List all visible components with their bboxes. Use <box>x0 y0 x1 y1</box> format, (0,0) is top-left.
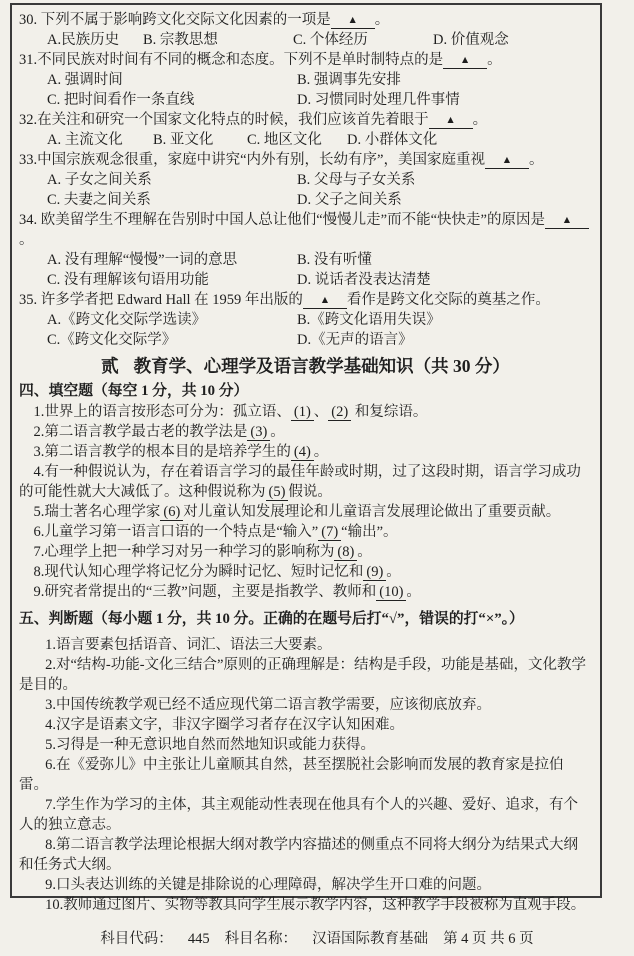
fill-blank-10: (10) <box>376 584 406 601</box>
fill-item-3 <box>19 442 592 462</box>
fill-text: 。 <box>357 544 372 560</box>
question-text: 35. 许多学者把 Edward Hall 在 1959 年出版的 <box>19 292 303 308</box>
fill-text: 3.第二语言教学的根本目的是培养学生的 <box>33 444 291 460</box>
fill-blank-6: (6) <box>160 504 183 521</box>
fill-item-7 <box>19 542 592 562</box>
option-30-d: D. 价值观念 <box>433 32 509 48</box>
judge-item-8: 8.第二语言教学法理论根据大纲对教学内容描述的侧重点不同将大纲分为结果式大纲和任务式大纲。 <box>19 837 578 873</box>
option-33-d: D. 父子之间关系 <box>297 192 402 208</box>
answer-blank: ▲ <box>331 14 375 29</box>
option-34-d: D. 说话者没表达清楚 <box>297 272 431 288</box>
part-label: 贰 <box>101 356 119 376</box>
option-32-b: B. 亚文化 <box>153 132 214 148</box>
judge-item-7: 7.学生作为学习的主体，其主观能动性表现在他具有个人的兴趣、爱好、追求，有个人的独立意志。 <box>19 797 578 833</box>
option-32-d: D. 小群体文化 <box>347 132 438 148</box>
fill-text: 6.儿童学习第一语言口语的一个特点是“输入” <box>33 524 319 540</box>
question-text: 34. 欧美留学生不理解在告别时中国人总让他们“慢慢儿走”而不能“快快走”的原因是 <box>19 212 545 228</box>
fill-text: 、 <box>313 404 329 420</box>
fill-text: 和复综语。 <box>351 404 428 420</box>
fill-text: “输出”。 <box>341 524 398 540</box>
option-35-b: B.《跨文化语用失误》 <box>297 312 441 328</box>
option-33-c: C. 夫妻之间关系 <box>47 192 151 208</box>
fill-text: 。 <box>270 424 285 440</box>
fill-text: 9.研究者常提出的“三教”问题，主要是指教学、教师和 <box>33 584 377 600</box>
subject-name-label: 科目名称： <box>224 931 298 947</box>
question-text: 31.不同民族对时间有不同的概念和态度。下列不是单时制特点的是 <box>19 52 444 68</box>
mc-question-35-options <box>19 310 592 350</box>
fill-text: 5.瑞士著名心理学家 <box>33 504 161 520</box>
fill-item-6 <box>19 522 592 542</box>
question-text: 32.在关注和研究一个国家文化特点的时候，我们应该首先着眼于 <box>19 112 429 128</box>
option-33-a: A. 子女之间关系 <box>47 172 152 188</box>
mc-question-30 <box>19 10 592 50</box>
mc-question-33 <box>19 150 592 210</box>
mc-question-32 <box>19 110 592 150</box>
fill-blank-5: (5) <box>266 484 289 501</box>
fill-blank-8: (8) <box>334 544 357 561</box>
mc-question-31-options <box>19 70 592 110</box>
question-text: 33.中国宗族观念很重，家庭中讲究“内外有别，长幼有序”，美国家庭重视 <box>19 152 485 168</box>
answer-blank: ▲ <box>429 114 473 129</box>
fill-item-2 <box>19 422 592 442</box>
question-text-post: 。 <box>487 52 502 68</box>
fill-text: 对儿童认知发展理论和儿童语言发展理论做出了重要贡献。 <box>183 504 561 520</box>
option-32-c: C. 地区文化 <box>247 132 322 148</box>
mc-question-34 <box>19 210 592 290</box>
part-title: 教育学、心理学及语言教学基础知识（共 30 分） <box>133 356 510 376</box>
option-30-c: C. 个体经历 <box>293 32 368 48</box>
judge-item-9: 9.口头表达训练的关键是排除说的心理障碍，解决学生开口难的问题。 <box>45 877 491 893</box>
fill-text: 。 <box>406 584 421 600</box>
subject-code-label: 科目代码： <box>100 931 173 947</box>
judge-item-4: 4.汉字是语素文字，非汉字圈学习者存在汉字认知困难。 <box>45 717 404 733</box>
question-text-post: 看作是跨文化交际的奠基之作。 <box>346 292 550 308</box>
option-34-c: C. 没有理解该句语用功能 <box>47 272 209 288</box>
fill-text: 1.世界上的语言按形态可分为：孤立语、 <box>33 404 291 420</box>
subject-name-value: 汉语国际教育基础 <box>312 931 429 947</box>
answer-blank: ▲ <box>485 154 529 169</box>
content-frame <box>10 3 602 913</box>
fill-item-1 <box>19 402 592 422</box>
fill-item-8 <box>19 562 592 582</box>
mc-question-33-stem <box>19 150 592 170</box>
mc-question-32-stem <box>19 110 592 130</box>
fill-text: 2.第二语言教学最古老的教学法是 <box>33 424 248 440</box>
mc-question-31-stem <box>19 50 592 70</box>
page-number: 第 4 页 共 6 页 <box>443 931 534 947</box>
fill-blank-2: (2) <box>328 404 351 421</box>
option-31-d: D. 习惯同时处理几件事情 <box>297 92 460 108</box>
option-33-b: B. 父母与子女关系 <box>297 172 416 188</box>
option-34-a: A. 没有理解“慢慢”一词的意思 <box>47 252 238 268</box>
fill-text: 7.心理学上把一种学习对另一种学习的影响称为 <box>33 544 335 560</box>
judge-section-heading: 五、判断题（每小题 1 分，共 10 分。正确的在题号后打“√”，错误的打“×”。） <box>19 611 524 627</box>
fill-item-9 <box>19 582 592 602</box>
question-text-post: 。 <box>529 152 544 168</box>
option-34-b: B. 没有听懂 <box>297 252 372 268</box>
mc-question-35-stem <box>19 290 592 310</box>
answer-blank: ▲ <box>545 214 589 229</box>
judge-item-2: 2.对“结构-功能-文化三结合”原则的正确理解是：结构是手段，功能是基础，文化教学是目的。 <box>19 657 586 693</box>
fill-blank-1: (1) <box>291 404 314 421</box>
mc-question-33-options <box>19 170 592 210</box>
judge-item-6: 6.在《爱弥儿》中主张让儿童顺其自然，甚至摆脱社会影响而发展的教育家是拉伯雷。 <box>19 757 564 793</box>
question-text-post: 。 <box>19 232 34 248</box>
fill-blank-3: (3) <box>247 424 270 441</box>
mc-question-30-stem <box>19 10 592 30</box>
question-text-post: 。 <box>472 112 488 128</box>
mc-question-30-options <box>19 30 592 50</box>
answer-blank: ▲ <box>443 54 487 69</box>
option-35-a: A.《跨文化交际学选读》 <box>47 312 207 328</box>
fill-item-5 <box>19 502 592 522</box>
fill-text: 。 <box>313 444 329 460</box>
part-heading <box>19 353 592 379</box>
fill-item-4 <box>19 462 592 502</box>
option-35-d: D.《无声的语言》 <box>297 332 413 348</box>
judge-item-10: 10.教师通过图片、实物等教具向学生展示教学内容，这种教学手段被称为直观手段。 <box>45 897 586 913</box>
judge-item-3: 3.中国传统教学观已经不适应现代第二语言教学需要，应该彻底放弃。 <box>45 697 491 713</box>
mc-question-34-stem <box>19 210 592 250</box>
page-footer <box>0 929 634 949</box>
option-31-a: A. 强调时间 <box>47 72 123 88</box>
fill-text: 4.有一种假说认为，存在着语言学习的最佳年龄或时期，过了这段时期，语言学习成功的可能性就大大减低了。这种假说称为 <box>19 464 581 500</box>
option-35-c: C.《跨文化交际学》 <box>47 332 177 348</box>
judge-item-5: 5.习得是一种无意识地自然而然地知识或能力获得。 <box>45 737 375 753</box>
fill-blank-9: (9) <box>363 564 386 581</box>
judge-item-1: 1.语言要素包括语音、词汇、语法三大要素。 <box>45 637 332 653</box>
answer-blank: ▲ <box>303 294 347 309</box>
question-text-post: 。 <box>374 12 390 28</box>
fill-blank-4: (4) <box>291 444 314 461</box>
question-text: 30. 下列不属于影响跨文化交际文化因素的一项是 <box>19 12 331 28</box>
fill-blank-7: (7) <box>318 524 341 541</box>
fill-text: 。 <box>386 564 401 580</box>
option-31-b: B. 强调事先安排 <box>297 72 401 88</box>
fill-text: 8.现代认知心理学将记忆分为瞬时记忆、短时记忆和 <box>33 564 364 580</box>
fill-section-heading: 四、填空题（每空 1 分，共 10 分） <box>19 383 249 399</box>
option-31-c: C. 把时间看作一条直线 <box>47 92 195 108</box>
subject-code-value: 445 <box>187 931 210 947</box>
fill-text: 假说。 <box>288 484 332 500</box>
mc-question-34-options <box>19 250 592 290</box>
mc-question-35 <box>19 290 592 350</box>
option-30-a: A.民族历史 <box>47 32 120 48</box>
option-30-b: B. 宗教思想 <box>143 32 218 48</box>
mc-question-31 <box>19 50 592 110</box>
option-32-a: A. 主流文化 <box>47 132 123 148</box>
mc-question-32-options <box>19 130 592 150</box>
